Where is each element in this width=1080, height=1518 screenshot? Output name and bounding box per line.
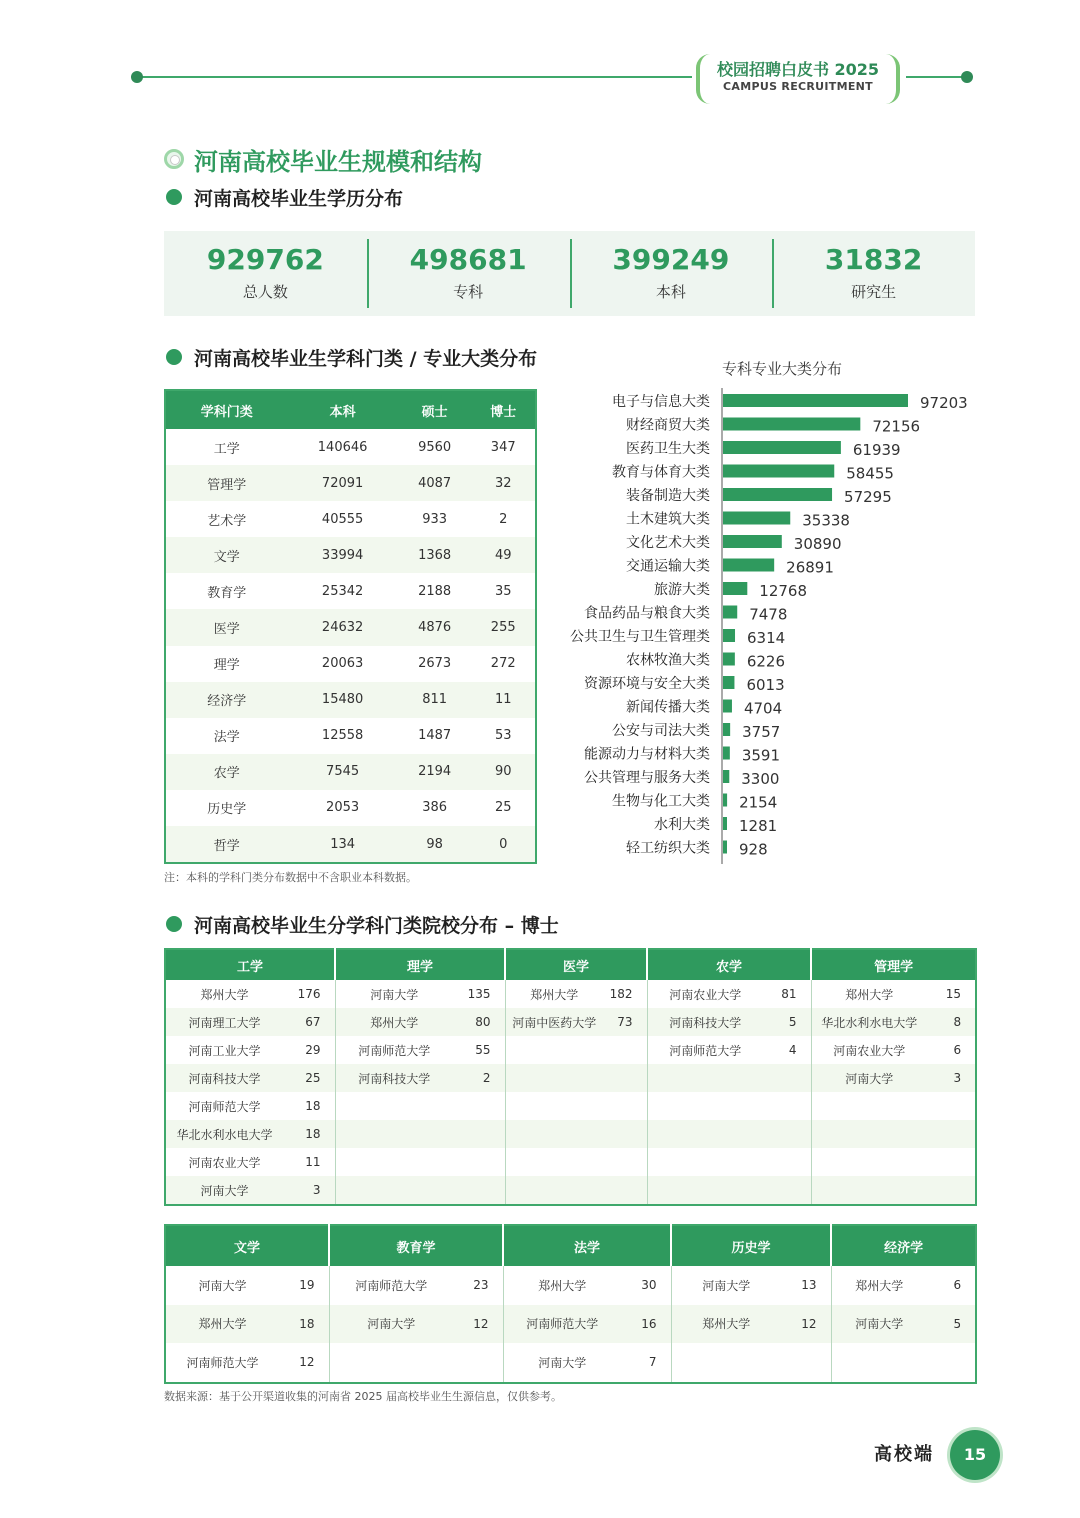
table-cell: 9560 <box>418 439 452 455</box>
value-label: 61939 <box>852 441 901 459</box>
university-name: 河南中医药大学 <box>505 1008 603 1036</box>
table-cell: 4876 <box>398 609 472 645</box>
graduate-count: 176 <box>283 980 335 1008</box>
university-name: 河南师范大学 <box>188 1099 261 1114</box>
university-name: 河南师范大学 <box>355 1278 428 1293</box>
university-name <box>647 1064 763 1092</box>
table-cell: 农学 <box>165 754 287 790</box>
stat-value: 399249 <box>612 243 730 276</box>
graduate-count <box>603 1148 647 1176</box>
doctoral-table-header-cell: 法学 <box>503 1225 671 1266</box>
category-label: 资源环境与安全大类 <box>584 676 710 692</box>
table-cell: 历史学 <box>207 802 247 818</box>
value-label: 6314 <box>747 629 786 647</box>
graduate-count <box>603 1120 647 1148</box>
table-row <box>165 1148 976 1176</box>
category-label: 水利大类 <box>654 817 710 833</box>
value-label: 6226 <box>746 652 786 671</box>
university-name <box>505 1120 603 1148</box>
bar <box>723 512 790 525</box>
value-label: 3591 <box>741 746 781 765</box>
table-cell: 2 <box>499 511 508 527</box>
value-label: 97203 <box>920 394 968 412</box>
graduate-count: 6 <box>953 1043 962 1057</box>
graduate-count <box>927 1343 976 1383</box>
section-heading-education <box>166 183 403 211</box>
university-name <box>505 1036 603 1064</box>
university-name <box>671 1343 781 1383</box>
bar <box>723 653 735 666</box>
graduate-count: 12 <box>781 1305 831 1344</box>
section-heading-text: 河南高校毕业生学科门类 / 专业大类分布 <box>194 347 538 370</box>
category-label: 电子与信息大类 <box>612 394 710 410</box>
category-label: 农林牧渔大类 <box>626 652 710 669</box>
graduate-count <box>603 1036 647 1064</box>
table-row <box>165 465 536 501</box>
category-label: 旅游大类 <box>654 582 710 598</box>
subject-table-header <box>165 390 536 429</box>
table-row <box>165 1266 976 1305</box>
university-name: 河南科技大学 <box>647 1008 763 1036</box>
table-row <box>165 429 536 465</box>
graduate-count: 6 <box>953 1278 962 1293</box>
table-cell: 72091 <box>287 465 397 501</box>
table-cell: 35 <box>494 583 512 599</box>
doctoral-table-header-cell: 理学 <box>335 949 505 980</box>
graduate-count <box>763 1092 811 1120</box>
bar <box>723 817 727 830</box>
university-name <box>335 1120 453 1148</box>
category-label: 土木建筑大类 <box>626 511 710 528</box>
university-name: 河南师范大学 <box>186 1355 259 1370</box>
stat-value: 31832 <box>824 243 923 276</box>
graduate-count: 3 <box>283 1176 335 1205</box>
graduate-count: 16 <box>621 1305 671 1344</box>
table-cell: 经济学 <box>165 682 287 718</box>
graduate-count: 7 <box>621 1343 671 1383</box>
stat-label: 总人数 <box>242 283 288 301</box>
graduate-count <box>763 1120 811 1148</box>
graduate-count <box>781 1343 831 1383</box>
graduate-count: 8 <box>927 1008 976 1036</box>
category-label: 装备制造大类 <box>626 488 710 504</box>
graduate-count: 30 <box>621 1266 671 1305</box>
dot-bullet-icon <box>166 916 182 932</box>
graduate-count: 55 <box>453 1036 505 1064</box>
value-label: 12768 <box>759 582 808 600</box>
university-name: 河南大学 <box>370 987 419 1002</box>
graduate-count <box>927 1092 976 1120</box>
table-cell: 1368 <box>398 537 472 573</box>
graduate-count <box>927 1120 976 1148</box>
university-name: 郑州大学 <box>855 1278 904 1293</box>
stat-junior-college <box>367 231 570 316</box>
table-row <box>165 537 536 573</box>
graduate-count <box>927 1176 976 1205</box>
table-row <box>165 1176 976 1205</box>
table-cell: 33994 <box>287 537 397 573</box>
table-cell: 98 <box>398 826 472 863</box>
table-row <box>165 718 536 754</box>
university-name <box>335 1092 453 1120</box>
table-cell: 255 <box>471 609 536 645</box>
graduate-count <box>763 1064 811 1092</box>
graduate-count: 81 <box>763 980 811 1008</box>
graduate-count: 15 <box>945 987 962 1001</box>
value-label: 2154 <box>739 793 778 812</box>
university-name <box>811 1148 927 1176</box>
table-cell: 管理学 <box>165 465 287 501</box>
bar <box>723 606 737 619</box>
section-heading-subjects <box>166 343 537 371</box>
main-title <box>164 142 482 176</box>
stat-undergraduate <box>570 231 773 316</box>
table-cell: 134 <box>287 826 397 863</box>
table-row <box>165 1064 976 1092</box>
university-name <box>335 1148 453 1176</box>
bar <box>723 841 727 854</box>
table-note: 注：本科的学科门类分布数据中不含职业本科数据。 <box>164 871 417 884</box>
subject-table-header-cell: 学科门类 <box>165 390 287 429</box>
brand-title: 校园招聘白皮书 2025 <box>716 60 880 79</box>
bar <box>723 747 730 760</box>
chart-title: 专科专业大类分布 <box>722 360 843 378</box>
table-cell: 140646 <box>317 439 368 455</box>
graduate-count: 23 <box>453 1266 503 1305</box>
category-label: 交通运输大类 <box>626 558 710 575</box>
stat-graduate <box>772 231 975 316</box>
university-name: 河南大学 <box>538 1355 587 1370</box>
table-cell: 347 <box>490 439 516 455</box>
table-cell: 法学 <box>213 730 240 746</box>
brand-subtitle: CAMPUS RECRUITMENT <box>723 80 873 93</box>
header-dot-right <box>961 71 973 83</box>
university-name: 河南大学 <box>165 1176 283 1205</box>
table-cell: 32 <box>471 465 536 501</box>
university-name <box>505 1092 603 1120</box>
university-name: 河南科技大学 <box>165 1064 283 1092</box>
table-cell: 40555 <box>321 511 364 527</box>
stat-label: 专科 <box>453 283 484 301</box>
graduate-count: 67 <box>283 1008 335 1036</box>
table-row <box>165 826 536 863</box>
doctoral-table-header-cell: 农学 <box>647 949 811 980</box>
graduate-count <box>763 1148 811 1176</box>
bar <box>723 394 908 407</box>
university-name: 河南师范大学 <box>358 1043 431 1058</box>
value-label: 72156 <box>872 417 921 436</box>
category-label: 轻工纺织大类 <box>626 840 710 857</box>
doctoral-table-2 <box>164 1224 977 1384</box>
bar <box>723 794 727 807</box>
table-row <box>165 573 536 609</box>
bar <box>723 770 729 783</box>
university-name: 河南理工大学 <box>165 1008 283 1036</box>
category-label: 能源动力与材料大类 <box>584 746 710 763</box>
table-cell: 文学 <box>165 537 287 573</box>
graduate-count: 29 <box>283 1036 335 1064</box>
table-cell: 2194 <box>398 754 472 790</box>
table-cell: 0 <box>471 826 536 863</box>
category-label: 公共卫生与卫生管理类 <box>570 629 710 645</box>
university-name: 河南工业大学 <box>188 1043 261 1058</box>
table-row <box>165 609 536 645</box>
graduate-count: 73 <box>603 1008 647 1036</box>
graduate-count: 135 <box>453 980 505 1008</box>
doctoral-table-header-cell: 医学 <box>505 949 647 980</box>
table-cell: 哲学 <box>165 826 287 863</box>
university-name <box>647 1120 763 1148</box>
graduate-count: 18 <box>283 1120 335 1148</box>
doctoral-table-1 <box>164 948 977 1206</box>
table-row <box>165 1120 976 1148</box>
graduate-count: 18 <box>279 1305 329 1344</box>
university-name <box>811 1120 927 1148</box>
graduate-count <box>453 1148 505 1176</box>
university-name: 郑州大学 <box>200 987 249 1002</box>
university-name: 河南师范大学 <box>669 1043 742 1058</box>
graduate-count <box>453 1092 505 1120</box>
value-label: 35338 <box>802 511 850 530</box>
footer-label: 高校端 <box>874 1444 934 1465</box>
university-name <box>647 1176 763 1205</box>
main-title-text: 河南高校毕业生规模和结构 <box>194 147 482 176</box>
university-name <box>329 1343 453 1383</box>
value-label: 30890 <box>793 535 842 553</box>
value-label: 1281 <box>739 817 778 835</box>
table-cell: 工学 <box>213 441 240 457</box>
bar <box>723 441 841 454</box>
table-cell: 4087 <box>398 465 472 501</box>
header-line-left <box>137 76 692 78</box>
section-heading-text: 河南高校毕业生分学科门类院校分布 – 博士 <box>194 914 559 937</box>
graduate-count: 25 <box>283 1064 335 1092</box>
stat-value: 498681 <box>409 243 527 276</box>
table-cell: 272 <box>490 656 516 672</box>
category-label: 生物与化工大类 <box>612 793 710 810</box>
table-row <box>165 980 976 1008</box>
category-label: 文化艺术大类 <box>626 535 710 551</box>
table-cell: 53 <box>494 728 512 744</box>
table-cell: 20063 <box>321 656 364 672</box>
stat-total <box>164 231 367 316</box>
table-cell: 25 <box>494 800 512 816</box>
university-name <box>811 1092 927 1120</box>
graduate-count: 5 <box>763 1008 811 1036</box>
graduate-count <box>453 1120 505 1148</box>
table-cell: 2188 <box>418 583 452 599</box>
dot-bullet-icon <box>166 189 182 205</box>
table-cell: 11 <box>471 682 536 718</box>
university-name: 河南农业大学 <box>669 987 742 1002</box>
value-label: 928 <box>739 840 768 859</box>
university-name: 郑州大学 <box>165 1305 279 1344</box>
graduate-count: 11 <box>283 1148 335 1176</box>
table-cell: 90 <box>471 754 536 790</box>
university-name: 郑州大学 <box>671 1305 781 1344</box>
graduate-count: 19 <box>279 1266 329 1305</box>
bar <box>723 535 782 548</box>
university-name <box>647 1092 763 1120</box>
category-label: 教育与体育大类 <box>612 464 710 481</box>
bar <box>723 676 734 689</box>
table-row <box>165 1305 976 1344</box>
bar <box>723 418 860 431</box>
stats-bar <box>164 231 975 316</box>
table-row <box>165 1092 976 1120</box>
graduate-count: 18 <box>283 1092 335 1120</box>
university-name: 河南大学 <box>198 1278 247 1293</box>
table-cell: 1487 <box>418 728 452 744</box>
university-name <box>647 1148 763 1176</box>
university-name: 河南大学 <box>811 1064 927 1092</box>
dot-bullet-icon <box>166 349 182 365</box>
table-cell: 49 <box>471 537 536 573</box>
subject-table-header-cell: 硕士 <box>398 390 472 429</box>
table-cell: 理学 <box>213 658 240 674</box>
category-label: 公共管理与服务大类 <box>584 770 710 786</box>
data-source-note: 数据来源：基于公开渠道收集的河南省 2025 届高校毕业生生源信息，仅供参考。 <box>164 1390 562 1403</box>
table-row <box>165 682 536 718</box>
university-name: 郑州大学 <box>845 987 894 1002</box>
university-name <box>505 1148 603 1176</box>
doctoral-table-header-cell: 文学 <box>165 1225 329 1266</box>
bar <box>723 488 832 501</box>
university-name <box>335 1176 453 1205</box>
table-cell: 24632 <box>287 609 397 645</box>
bar <box>723 465 834 478</box>
university-name: 郑州大学 <box>530 987 579 1002</box>
table-cell: 艺术学 <box>207 513 247 529</box>
university-name <box>831 1343 927 1383</box>
graduate-count: 3 <box>927 1064 976 1092</box>
header-dot-left <box>131 71 143 83</box>
table-cell: 2673 <box>418 656 452 672</box>
value-label: 4704 <box>743 699 783 718</box>
university-name: 河南师范大学 <box>503 1305 621 1344</box>
section-heading-text: 河南高校毕业生学历分布 <box>194 187 404 210</box>
header-line-right <box>906 76 966 78</box>
stat-label: 研究生 <box>851 283 897 301</box>
university-name: 华北水利水电大学 <box>165 1120 283 1148</box>
doctoral-table-header-cell: 管理学 <box>811 949 976 980</box>
graduate-count <box>603 1092 647 1120</box>
bar <box>723 700 732 713</box>
university-name <box>505 1064 603 1092</box>
table-row <box>165 790 536 826</box>
stat-label: 本科 <box>655 283 686 301</box>
table-row <box>165 501 536 537</box>
table-row <box>165 1036 976 1064</box>
value-label: 6013 <box>746 676 785 694</box>
table-cell: 2053 <box>326 800 360 816</box>
university-name: 华北水利水电大学 <box>811 1008 927 1036</box>
graduate-count: 12 <box>453 1305 503 1344</box>
university-name: 河南农业大学 <box>188 1155 261 1170</box>
category-label: 新闻传播大类 <box>626 699 710 716</box>
doctoral-table-header-cell: 工学 <box>165 949 335 980</box>
table-cell: 12558 <box>321 728 364 744</box>
major-category-bar-chart <box>548 388 988 868</box>
graduate-count: 4 <box>763 1036 811 1064</box>
table-cell: 811 <box>398 682 472 718</box>
table-cell: 教育学 <box>207 585 247 601</box>
table-cell: 7545 <box>287 754 397 790</box>
doctoral-table-header-cell: 历史学 <box>671 1225 831 1266</box>
university-name <box>505 1176 603 1205</box>
category-label: 医药卫生大类 <box>626 441 710 457</box>
doctoral-table-header-cell: 经济学 <box>831 1225 976 1266</box>
university-name: 河南大学 <box>702 1278 751 1293</box>
bar <box>723 629 735 642</box>
university-name: 郑州大学 <box>538 1278 587 1293</box>
university-name: 河南大学 <box>831 1305 927 1344</box>
table-row <box>165 1343 976 1383</box>
graduate-count <box>603 1064 647 1092</box>
graduate-count <box>453 1176 505 1205</box>
value-label: 58455 <box>846 464 894 483</box>
section-heading-doctoral <box>166 910 559 938</box>
value-label: 7478 <box>749 605 788 624</box>
value-label: 26891 <box>786 558 834 577</box>
table-cell: 15480 <box>287 682 397 718</box>
university-name <box>811 1176 927 1205</box>
graduate-count <box>763 1176 811 1205</box>
stat-value: 929762 <box>206 243 324 276</box>
university-name: 河南农业大学 <box>833 1043 906 1058</box>
value-label: 3757 <box>742 723 781 741</box>
subject-table <box>164 389 537 864</box>
university-name: 河南大学 <box>329 1305 453 1344</box>
graduate-count: 182 <box>603 980 647 1008</box>
table-row <box>165 754 536 790</box>
graduate-count: 5 <box>927 1305 976 1344</box>
graduate-count <box>453 1343 503 1383</box>
subject-table-header-cell: 博士 <box>471 390 536 429</box>
subject-table-header-cell: 本科 <box>287 390 397 429</box>
graduate-count: 2 <box>453 1064 505 1092</box>
graduate-count <box>603 1176 647 1205</box>
doctoral-table-header-cell: 教育学 <box>329 1225 503 1266</box>
graduate-count: 80 <box>453 1008 505 1036</box>
graduate-count: 13 <box>781 1266 831 1305</box>
table-cell: 933 <box>422 511 448 527</box>
table-cell: 25342 <box>321 583 364 599</box>
value-label: 57295 <box>844 488 892 506</box>
page-number: 15 <box>950 1430 1000 1480</box>
bar <box>723 559 774 572</box>
graduate-count: 12 <box>279 1343 329 1383</box>
category-label: 食品药品与粮食大类 <box>584 605 710 622</box>
table-row <box>165 1008 976 1036</box>
table-row <box>165 646 536 682</box>
graduate-count <box>927 1148 976 1176</box>
university-name: 郑州大学 <box>335 1008 453 1036</box>
category-label: 公安与司法大类 <box>612 723 710 739</box>
table-cell: 386 <box>422 800 448 816</box>
bar <box>723 582 747 595</box>
value-label: 3300 <box>741 770 780 788</box>
ring-bullet-icon <box>164 149 184 169</box>
bar <box>723 723 730 736</box>
table-cell: 医学 <box>165 609 287 645</box>
category-label: 财经商贸大类 <box>626 417 710 434</box>
university-name: 河南科技大学 <box>335 1064 453 1092</box>
brand-badge <box>696 54 900 104</box>
